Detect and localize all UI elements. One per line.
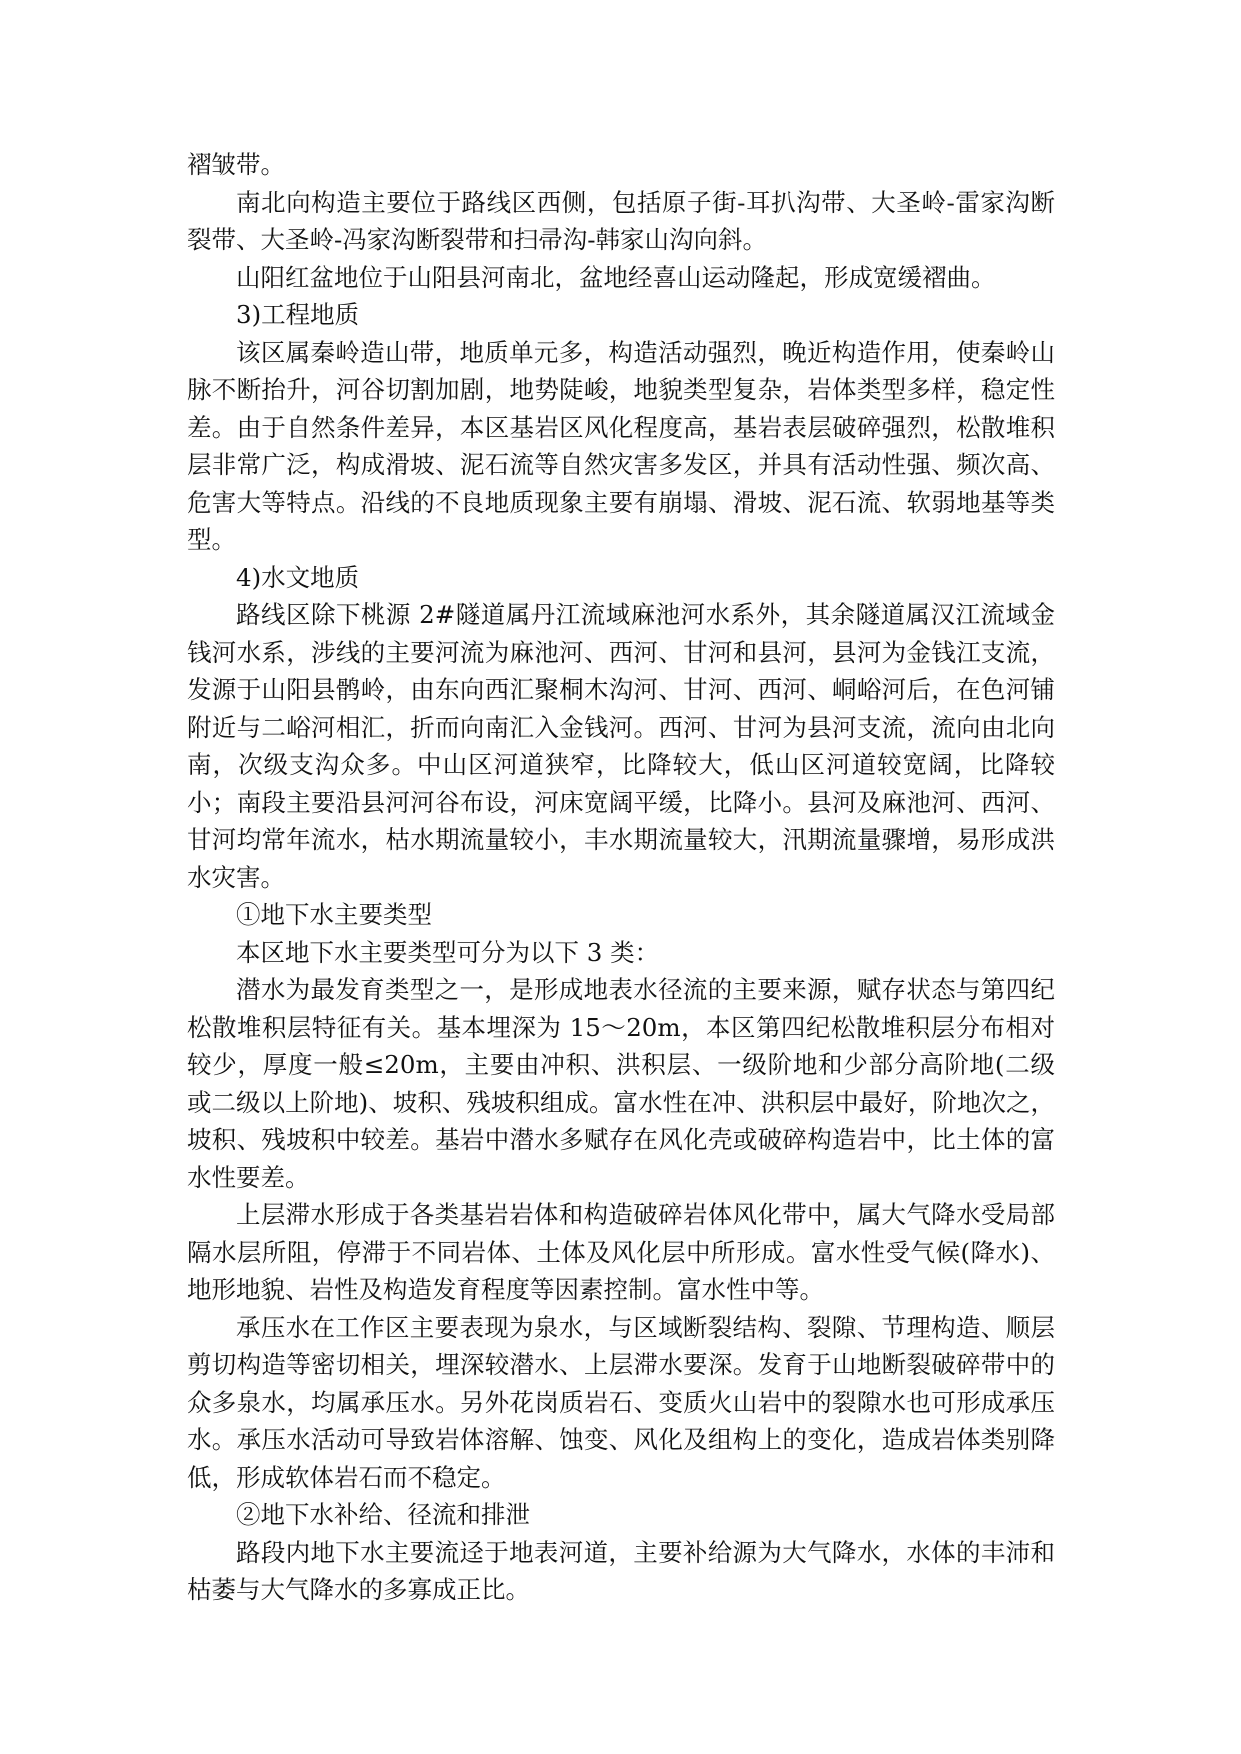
paragraph-engineering-geology: 该区属秦岭造山带，地质单元多，构造活动强烈，晚近构造作用，使秦岭山脉不断抬升，河谷切割加剧，地势陡峻，地貌类型复杂，岩体类型多样，稳定性差。由于自然条件差异，本区基岩区风化程度高，基岩表层破碎强烈，松散堆积层非常广泛，构成滑坡、泥石流等自然灾害多发区，并具有活动性强、频次高、危害大等特点。沿线的不良地质现象主要有崩塌、滑坡、泥石流、软弱地基等类型。 (187, 337, 1055, 554)
section-heading-hydrogeology: 4)水文地质 (236, 562, 360, 592)
paragraph-confined-water: 承压水在工作区主要表现为泉水，与区域断裂结构、裂隙、节理构造、顺层剪切构造等密切相关，埋深较潜水、上层滞水要深。发育于山地断裂破碎带中的众多泉水，均属承压水。另外花岗质岩石、变质火山岩中的裂隙水也可形成承压水。承压水活动可导致岩体溶解、蚀变、风化及组构上的变化，造成岩体类别降低，形成软体岩石而不稳定。 (187, 1312, 1055, 1492)
section-heading-engineering-geology: 3)工程地质 (236, 300, 360, 329)
paragraph-types-intro: 本区地下水主要类型可分为以下 3 类： (236, 937, 660, 967)
document-body (187, 146, 1055, 1609)
paragraph-ns-structures: 南北向构造主要位于路线区西侧，包括原子街-耳扒沟带、大圣岭-雷家沟断裂带、大圣岭-冯家沟断裂带和扫帚沟-韩家山沟向斜。 (187, 187, 1055, 254)
subheading-recharge-runoff-discharge: ②地下水补给、径流和排泄 (236, 1500, 530, 1529)
paragraph-perched-water: 上层滞水形成于各类基岩岩体和构造破碎岩体风化带中，属大气降水受局部隔水层所阻，停滞于不同岩体、土体及风化层中所形成。富水性受气候(降水)、地形地貌、岩性及构造发育程度等因素控制。富水性中等。 (187, 1200, 1055, 1304)
paragraph-phreatic-water: 潜水为最发育类型之一，是形成地表水径流的主要来源，赋存状态与第四纪松散堆积层特征有关。基本埋深为 15～20m，本区第四纪松散堆积层分布相对较少，厚度一般≤20m，主要由冲积、洪积层、一级阶地和少部分高阶地(二级或二级以上阶地)、坡积、残坡积组成。富水性在冲、洪积层中最好，阶地次之，坡积、残坡积中较差。基岩中潜水多赋存在风化壳或破碎构造岩中，比土体的富水性要差。 (187, 975, 1055, 1192)
paragraph-river-systems: 路线区除下桃源 2#隧道属丹江流域麻池河水系外，其余隧道属汉江流域金钱河水系，涉线的主要河流为麻池河、西河、甘河和县河，县河为金钱江支流，发源于山阳县鹘岭，由东向西汇聚桐木沟河、甘河、西河、峒峪河后，在色河铺附近与二峪河相汇，折而向南汇入金钱河。西河、甘河为县河支流，流向由北向南，次级支沟众多。中山区河道狭窄，比降较大，低山区河道较宽阔，比降较小；南段主要沿县河河谷布设，河床宽阔平缓，比降小。县河及麻池河、西河、甘河均常年流水，枯水期流量较小，丰水期流量较大，汛期流量骤增，易形成洪水灾害。 (187, 600, 1055, 892)
subheading-groundwater-types: ①地下水主要类型 (236, 900, 432, 929)
paragraph-shanyang-basin: 山阳红盆地位于山阳县河南北，盆地经喜山运动隆起，形成宽缓褶曲。 (236, 262, 996, 292)
paragraph-continuation: 褶皱带。 (187, 150, 285, 179)
paragraph-recharge: 路段内地下水主要流迳于地表河道，主要补给源为大气降水，水体的丰沛和枯萎与大气降水的多寡成正比。 (187, 1537, 1055, 1604)
